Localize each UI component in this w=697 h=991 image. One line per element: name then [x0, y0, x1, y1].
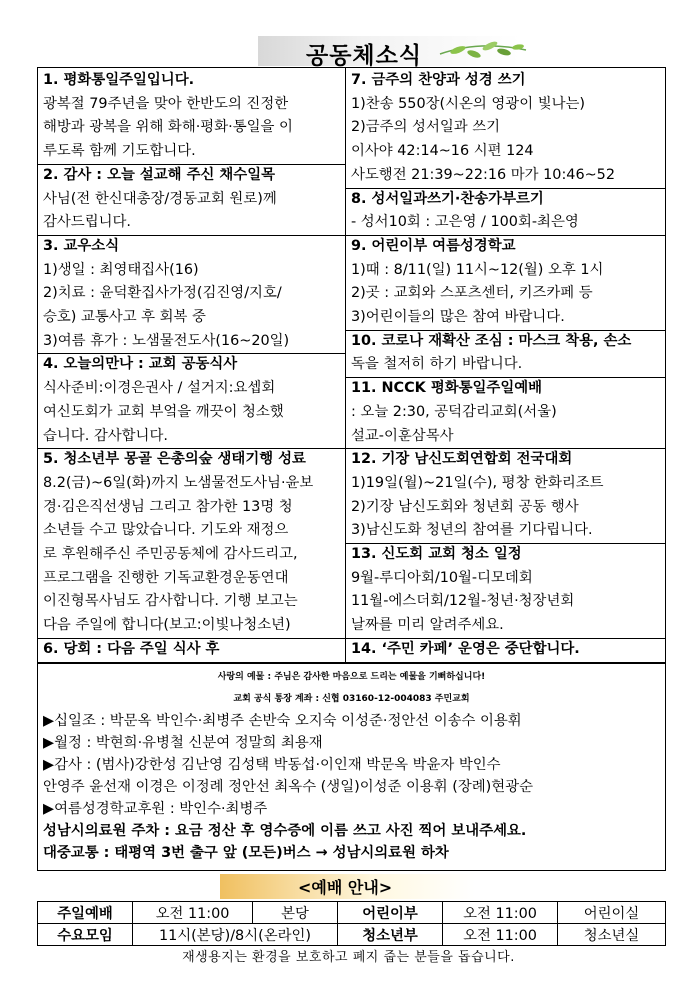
- text-line: 로 후원해주신 주민공동체에 감사드리고,: [43, 546, 298, 562]
- divider: [346, 235, 665, 236]
- section-heading: 12. 기장 남신도회연합회 전국대회: [351, 451, 573, 468]
- divider: [38, 164, 345, 165]
- text-line: 3)여름 휴가 : 노샘물전도사(16~20일): [43, 332, 290, 349]
- section-heading: 1. 평화통일주일입니다.: [43, 72, 195, 88]
- thanks-list: ▶감사 : (범사)강한성 김난영 김성택 박동섭·이인재 박문옥 박윤자 박인수: [43, 757, 501, 773]
- text-line: 날짜를 미리 알려주세요.: [351, 617, 504, 634]
- section-heading: 5. 청소년부 몽골 은총의숲 생태기행 성료: [43, 451, 306, 468]
- text-line: 2)금주의 성서일과 쓰기: [351, 119, 501, 136]
- table-row: [38, 902, 666, 924]
- divider: [346, 543, 665, 544]
- text-line: 3)남신도화 청년의 참여를 기다립니다.: [351, 522, 593, 539]
- text-line: 1)때 : 8/11(일) 11시~12(월) 오후 1시: [351, 261, 604, 278]
- divider: [38, 353, 345, 354]
- worship-banner: [220, 874, 475, 899]
- text-line: 2)치료 : 윤덕환집사가정(김진영/지호/: [43, 285, 282, 302]
- thanks-list-cont: 안영주 윤선재 이경은 이정례 정안선 최옥수 (생일)이성준 이용휘 (장례)현광순: [43, 779, 533, 795]
- section-heading: 11. NCCK 평화통일주일예배: [351, 380, 543, 397]
- left-column: [38, 68, 346, 662]
- section-heading: 4. 오늘의만나 : 교회 공동식사: [43, 356, 238, 373]
- section-heading: 9. 어린이부 여름성경학교: [351, 237, 516, 254]
- leaf-decoration-icon: [438, 40, 528, 62]
- text-line: 사도행전 21:39~22:16 마가 10:46~52: [351, 166, 615, 183]
- text-line: 여신도회가 교회 부엌을 깨끗이 청소했: [43, 403, 284, 420]
- text-line: 루도록 함께 기도합니다.: [43, 143, 196, 160]
- section-heading: 14. ‘주민 카페’ 운영은 중단합니다.: [351, 640, 580, 657]
- section-heading: 6. 당회 : 다음 주일 식사 후: [43, 640, 220, 657]
- cell: 11시(본당)/8시(온라인): [133, 924, 338, 946]
- text-line: 1)찬송 550장(시온의 영광이 빛나는): [351, 95, 586, 112]
- text-line: 11월-에스더회/12월-청년·청장년회: [351, 593, 575, 610]
- divider: [346, 377, 665, 378]
- cell: 어린이실: [558, 902, 666, 924]
- section-heading: 3. 교우소식: [43, 237, 120, 254]
- text-line: 식사준비:이경은권사 / 설거지:요셉회: [43, 380, 276, 397]
- text-line: 1)생일 : 최영태집사(16): [43, 261, 199, 278]
- cell: 주일예배: [38, 902, 133, 924]
- divider: [346, 448, 665, 449]
- text-line: 독을 철저히 하기 바랍니다.: [351, 356, 523, 373]
- cell: 청소년부: [338, 924, 443, 946]
- cell: 청소년실: [558, 924, 666, 946]
- text-line: 사님(전 한신대총장/경동교회 원로)께: [43, 190, 277, 207]
- text-line: 감사드립니다.: [43, 214, 131, 231]
- cell: 본당: [253, 902, 338, 924]
- worship-title: <예배 안내>: [298, 878, 393, 897]
- text-line: - 성서10회 : 고은영 / 100회-최은영: [351, 214, 579, 231]
- monthly-list: ▶월정 : 박현희·유병철 신분여 정말희 최용재: [43, 735, 323, 751]
- cell: 오전 11:00: [443, 924, 558, 946]
- text-line: 다음 주일에 합니다(보고:이빛나청소년): [43, 617, 291, 634]
- text-line: 프로그램을 진행한 기독교환경운동연대: [43, 569, 289, 586]
- text-line: 습니다. 감사합니다.: [43, 427, 168, 444]
- cell: 오전 11:00: [133, 902, 253, 924]
- cell: 어린이부: [338, 902, 443, 924]
- text-line: 소년들 수고 많았습니다. 기도와 재정으: [43, 522, 289, 539]
- text-line: 1)19일(월)~21일(수), 평창 한화리조트: [351, 474, 604, 491]
- transit-notice: 대중교통 : 태평역 3번 출구 앞 (모든)버스 → 성남시의료원 하차: [43, 845, 449, 861]
- section-heading: 7. 금주의 찬양과 성경 쓰기: [351, 72, 526, 88]
- divider: [346, 638, 665, 639]
- text-line: 2)기장 남신도회와 청년회 공동 행사: [351, 498, 579, 515]
- text-line: : 오늘 2:30, 공덕감리교회(서울): [351, 403, 557, 420]
- text-line: 9월-루디아회/10월-디모데회: [351, 569, 533, 586]
- parking-notice: 성남시의료원 주차 : 요금 정산 후 영수증에 이름 쓰고 사진 찍어 보내주세요.: [43, 823, 527, 839]
- bible-school-support: ▶여름성경학교후원 : 박인수·최병주: [43, 801, 268, 817]
- page-title: 공동체소식: [306, 43, 423, 69]
- text-line: 승호) 교통사고 후 회복 중: [43, 309, 206, 325]
- divider: [346, 330, 665, 331]
- cell: 수요모임: [38, 924, 133, 946]
- footer-note: 재생용지는 환경을 보호하고 폐지 줍는 분들을 돕습니다.: [182, 950, 515, 965]
- divider: [346, 188, 665, 189]
- text-line: 경·김은직선생님 그리고 참가한 13명 청: [43, 498, 293, 515]
- divider: [38, 448, 345, 449]
- text-line: 이진형목사님도 감사합니다. 기행 보고는: [43, 593, 298, 610]
- text-line: 이사야 42:14~16 시편 124: [351, 143, 534, 160]
- worship-table: [37, 901, 666, 946]
- section-heading: 10. 코로나 재확산 조심 : 마스크 착용, 손소: [351, 332, 632, 349]
- text-line: 설교-이훈삼목사: [351, 427, 454, 444]
- section-heading: 13. 신도회 교회 청소 일정: [351, 546, 522, 562]
- offering-heading: 사랑의 예물 : 주님은 감사한 마음으로 드리는 예물을 기뻐하십니다!: [217, 672, 486, 682]
- text-line: 2)곳 : 교회와 스포츠센터, 키즈카페 등: [351, 285, 593, 302]
- bank-account: 교회 공식 통장 계좌 : 신협 03160-12-004083 주민교회: [233, 694, 470, 704]
- text-line: 광복절 79주년을 맞아 한반도의 진정한: [43, 95, 289, 112]
- section-heading: 8. 성서일과쓰기·찬송가부르기: [351, 190, 544, 207]
- divider: [38, 235, 345, 236]
- text-line: 8.2(금)~6일(화)까지 노샘물전도사님·윤보: [43, 474, 314, 491]
- header-banner: [258, 36, 520, 69]
- tithe-list: ▶십일조 : 박문옥 박인수·최병주 손반숙 오지숙 이성준·정안선 이송수 이용휘: [43, 713, 522, 729]
- section-heading: 2. 감사 : 오늘 설교해 주신 채수일목: [43, 166, 276, 183]
- offering-box: [37, 663, 666, 871]
- table-row: [38, 924, 666, 946]
- right-column: [346, 68, 665, 662]
- cell: 오전 11:00: [443, 902, 558, 924]
- text-line: 3)어린이들의 많은 참여 바랍니다.: [351, 309, 565, 325]
- divider: [38, 638, 345, 639]
- news-grid: [37, 67, 666, 663]
- text-line: 해방과 광복을 위해 화해·평화·통일을 이: [43, 119, 293, 136]
